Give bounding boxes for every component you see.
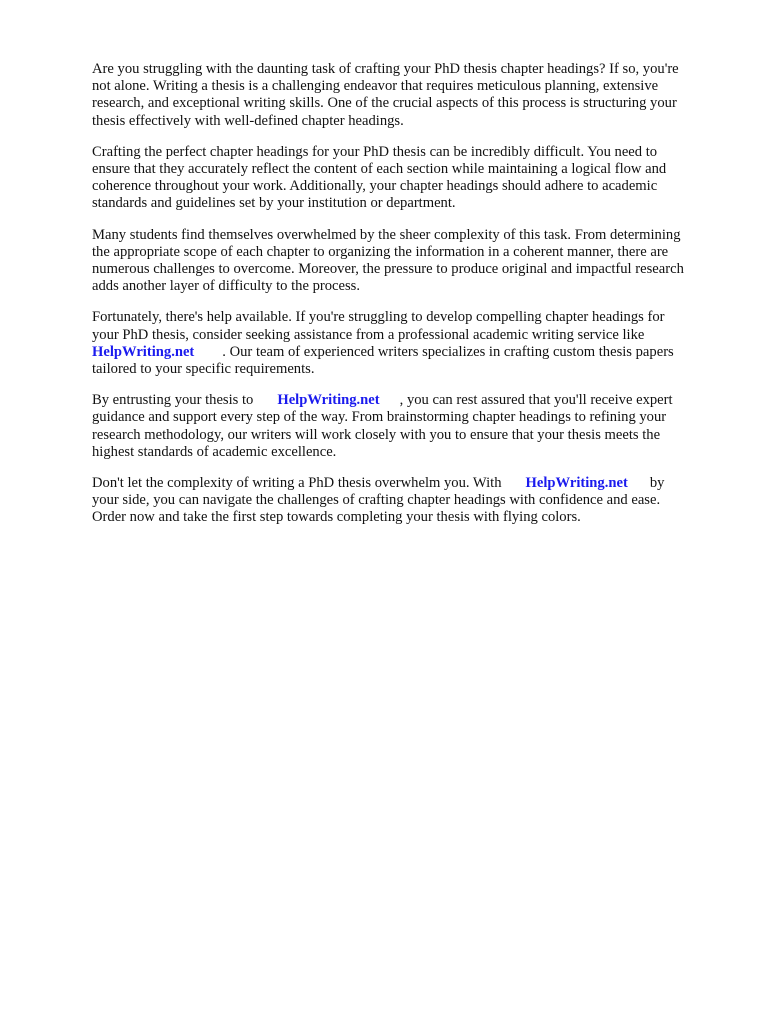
paragraph-help [92, 309, 724, 378]
text-line: adds another layer of difficulty to the process. [92, 278, 361, 295]
helpwriting-link[interactable]: HelpWriting.net [92, 343, 195, 360]
paragraph-difficulty [92, 144, 724, 213]
paragraph-closing [92, 475, 724, 527]
text-line: Order now and take the first step towards completing your thesis with flying colors. [92, 509, 581, 526]
text-line: Many students find themselves overwhelmed by the sheer complexity of this task. From determining [92, 226, 681, 243]
text-line: numerous challenges to overcome. Moreover, the pressure to produce original and impactful research [92, 261, 684, 278]
text-line: your PhD thesis, consider seeking assistance from a professional academic writing service like [92, 326, 645, 343]
text-fragment: Don't let the complexity of writing a PhD thesis overwhelm you. With [92, 475, 502, 492]
text-line-with-link [92, 344, 724, 361]
paragraph-intro [92, 61, 724, 130]
text-line: your side, you can navigate the challenges of crafting chapter headings with confidence and ease. [92, 492, 661, 509]
text-line: Crafting the perfect chapter headings for your PhD thesis can be incredibly difficult. You need to [92, 143, 658, 160]
text-line: research methodology, our writers will work closely with you to ensure that your thesis meets the [92, 426, 661, 443]
text-fragment: , you can rest assured that you'll receive expert [399, 392, 673, 409]
text-line: research, and exceptional writing skills. One of the crucial aspects of this process is structuring your [92, 95, 677, 112]
text-line: guidance and support every step of the way. From brainstorming chapter headings to refining your [92, 409, 667, 426]
text-fragment: . Our team of experienced writers specializes in crafting custom thesis papers [222, 343, 674, 360]
helpwriting-link[interactable]: HelpWriting.net [525, 475, 628, 492]
text-line-with-link [92, 392, 724, 409]
text-line: standards and guidelines set by your institution or department. [92, 195, 456, 212]
text-line: not alone. Writing a thesis is a challenging endeavor that requires meticulous planning, extensive [92, 78, 659, 95]
text-line: the appropriate scope of each chapter to organizing the information in a coherent manner, there are [92, 243, 669, 260]
helpwriting-link[interactable]: HelpWriting.net [277, 392, 380, 409]
document-body [92, 61, 724, 541]
text-line: highest standards of academic excellence. [92, 443, 337, 460]
text-line: Fortunately, there's help available. If you're struggling to develop compelling chapter headings for [92, 309, 665, 326]
text-line: tailored to your specific requirements. [92, 361, 315, 378]
text-line: coherence throughout your work. Additionally, your chapter headings should adhere to academic [92, 178, 658, 195]
text-line-with-link [92, 475, 724, 492]
text-line: Are you struggling with the daunting task of crafting your PhD thesis chapter headings? If so, you're [92, 61, 679, 77]
text-line: thesis effectively with well-defined chapter headings. [92, 112, 404, 129]
text-fragment: by [649, 475, 665, 492]
paragraph-challenges [92, 227, 724, 296]
text-line: ensure that they accurately reflect the content of each section while maintaining a logical flow and [92, 161, 667, 178]
paragraph-entrust [92, 392, 724, 461]
text-fragment: By entrusting your thesis to [92, 392, 254, 409]
